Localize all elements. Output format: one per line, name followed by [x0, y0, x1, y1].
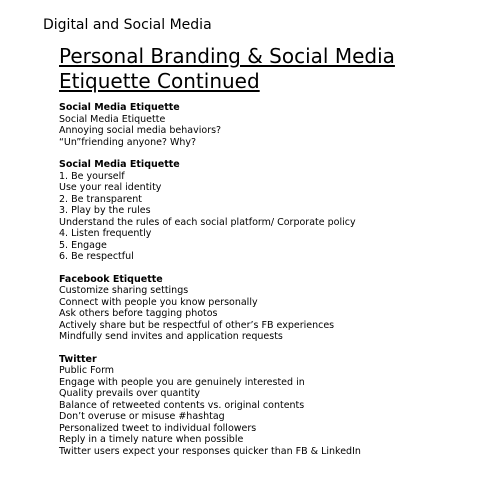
page-title-line-2: Etiquette Continued	[59, 69, 260, 93]
text-line: Use your real identity	[59, 182, 162, 193]
text-line: “Un”friending anyone? Why?	[59, 136, 197, 148]
text-line: Reply in a timely nature when possible	[59, 434, 244, 445]
section-social-media-etiquette-rules	[59, 159, 485, 263]
section-heading: Social Media Etiquette	[59, 102, 180, 113]
text-line: 6. Be respectful	[59, 251, 134, 262]
text-line: Personalized tweet to individual followers	[59, 422, 257, 434]
text-line: Actively share but be respectful of other’s FB experiences	[59, 319, 335, 331]
text-line: 2. Be transparent	[59, 193, 143, 205]
text-line: Engage with people you are genuinely interested in	[59, 376, 305, 388]
text-line: 1. Be yourself	[59, 170, 125, 182]
section-heading: Social Media Etiquette	[59, 159, 180, 170]
text-line: Social Media Etiquette	[59, 113, 166, 125]
section-social-media-etiquette-intro	[59, 102, 485, 148]
text-line: Customize sharing settings	[59, 285, 189, 296]
section-heading: Twitter	[59, 353, 97, 365]
document-body	[59, 102, 485, 468]
text-line: Don’t overuse or misuse #hashtag	[59, 411, 225, 422]
page-title-line-1: Personal Branding & Social Media	[59, 44, 395, 68]
section-heading: Facebook Etiquette	[59, 273, 163, 285]
text-line: Public Form	[59, 365, 115, 376]
text-line: Connect with people you know personally	[59, 296, 258, 308]
section-facebook-etiquette	[59, 274, 485, 343]
text-line: 3. Play by the rules	[59, 205, 151, 216]
text-line: Balance of retweeted contents vs. original contents	[59, 399, 305, 411]
text-line: Quality prevails over quantity	[59, 388, 201, 399]
text-line: Annoying social media behaviors?	[59, 125, 222, 136]
text-line: 4. Listen frequently	[59, 228, 152, 239]
text-line: Mindfully send invites and application requests	[59, 331, 283, 342]
section-twitter	[59, 354, 485, 458]
text-line: Understand the rules of each social platform/ Corporate policy	[59, 216, 356, 228]
text-line: Ask others before tagging photos	[59, 308, 218, 319]
text-line: Twitter users expect your responses quicker than FB & LinkedIn	[59, 445, 361, 457]
page-title	[59, 44, 395, 94]
document-header: Digital and Social Media	[43, 17, 212, 33]
text-line: 5. Engage	[59, 239, 107, 251]
